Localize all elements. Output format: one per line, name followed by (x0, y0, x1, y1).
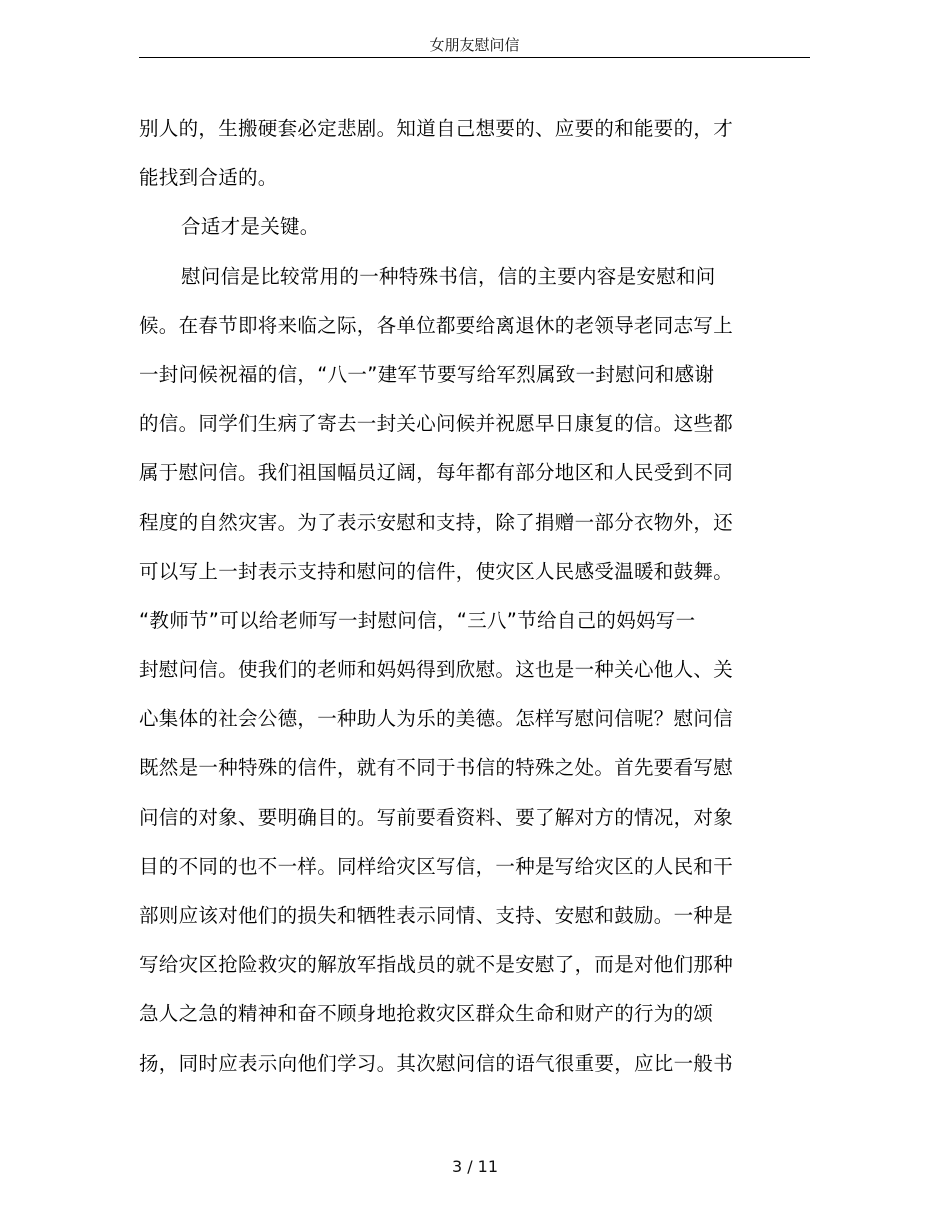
text-line: 一封问候祝福的信，“八一”建军节要写给军烈属致一封慰问和感谢 (139, 362, 715, 386)
text-line: 部则应该对他们的损失和牺牲表示同情、支持、安慰和鼓励。一种是 (139, 904, 734, 927)
page-number: 3 / 11 (451, 1157, 499, 1176)
text-line: 心集体的社会公德，一种助人为乐的美德。怎样写慰问信呢？慰问信 (139, 707, 734, 731)
text-line: 封慰问信。使我们的老师和妈妈得到欣慰。这也是一种关心他人、关 (139, 658, 734, 682)
text-line: 扬，同时应表示向他们学习。其次慰问信的语气很重要，应比一般书 (139, 1051, 734, 1075)
text-line: 候。在春节即将来临之际，各单位都要给离退休的老领导老同志写上 (139, 313, 734, 337)
page-header-title: 女朋友慰问信 (429, 36, 520, 54)
text-line: 能找到合适的。 (139, 166, 278, 190)
document-body (139, 107, 759, 1091)
text-line: 合适才是关键。 (181, 215, 320, 239)
text-line: 别人的，生搬硬套必定悲剧。知道自己想要的、应要的和能要的，才 (139, 117, 734, 140)
text-line: 的信。同学们生病了寄去一封关心问候并祝愿早日康复的信。这些都 (139, 412, 734, 436)
text-line: 急人之急的精神和奋不顾身地抢救灾区群众生命和财产的行为的颂 (139, 1002, 714, 1026)
text-line: 问信的对象、要明确目的。写前要看资料、要了解对方的情况，对象 (139, 805, 734, 829)
text-line: 既然是一种特殊的信件，就有不同于书信的特殊之处。首先要看写慰 (139, 756, 734, 780)
text-line: 写给灾区抢险救灾的解放军指战员的就不是安慰了，而是对他们那种 (139, 953, 734, 977)
text-line: “教师节”可以给老师写一封慰问信，“三八”节给自己的妈妈写一 (139, 608, 696, 632)
text-line: 属于慰问信。我们祖国幅员辽阔，每年都有部分地区和人民受到不同 (139, 461, 734, 485)
text-line: 可以写上一封表示支持和慰问的信件，使灾区人民感受温暖和鼓舞。 (139, 559, 734, 583)
text-line: 目的不同的也不一样。同样给灾区写信，一种是写给灾区的人民和干 (139, 854, 734, 878)
text-line: 慰问信是比较常用的一种特殊书信，信的主要内容是安慰和问 (181, 264, 716, 288)
header-divider (139, 57, 810, 58)
text-line: 程度的自然灾害。为了表示安慰和支持，除了捐赠一部分衣物外，还 (139, 510, 734, 534)
